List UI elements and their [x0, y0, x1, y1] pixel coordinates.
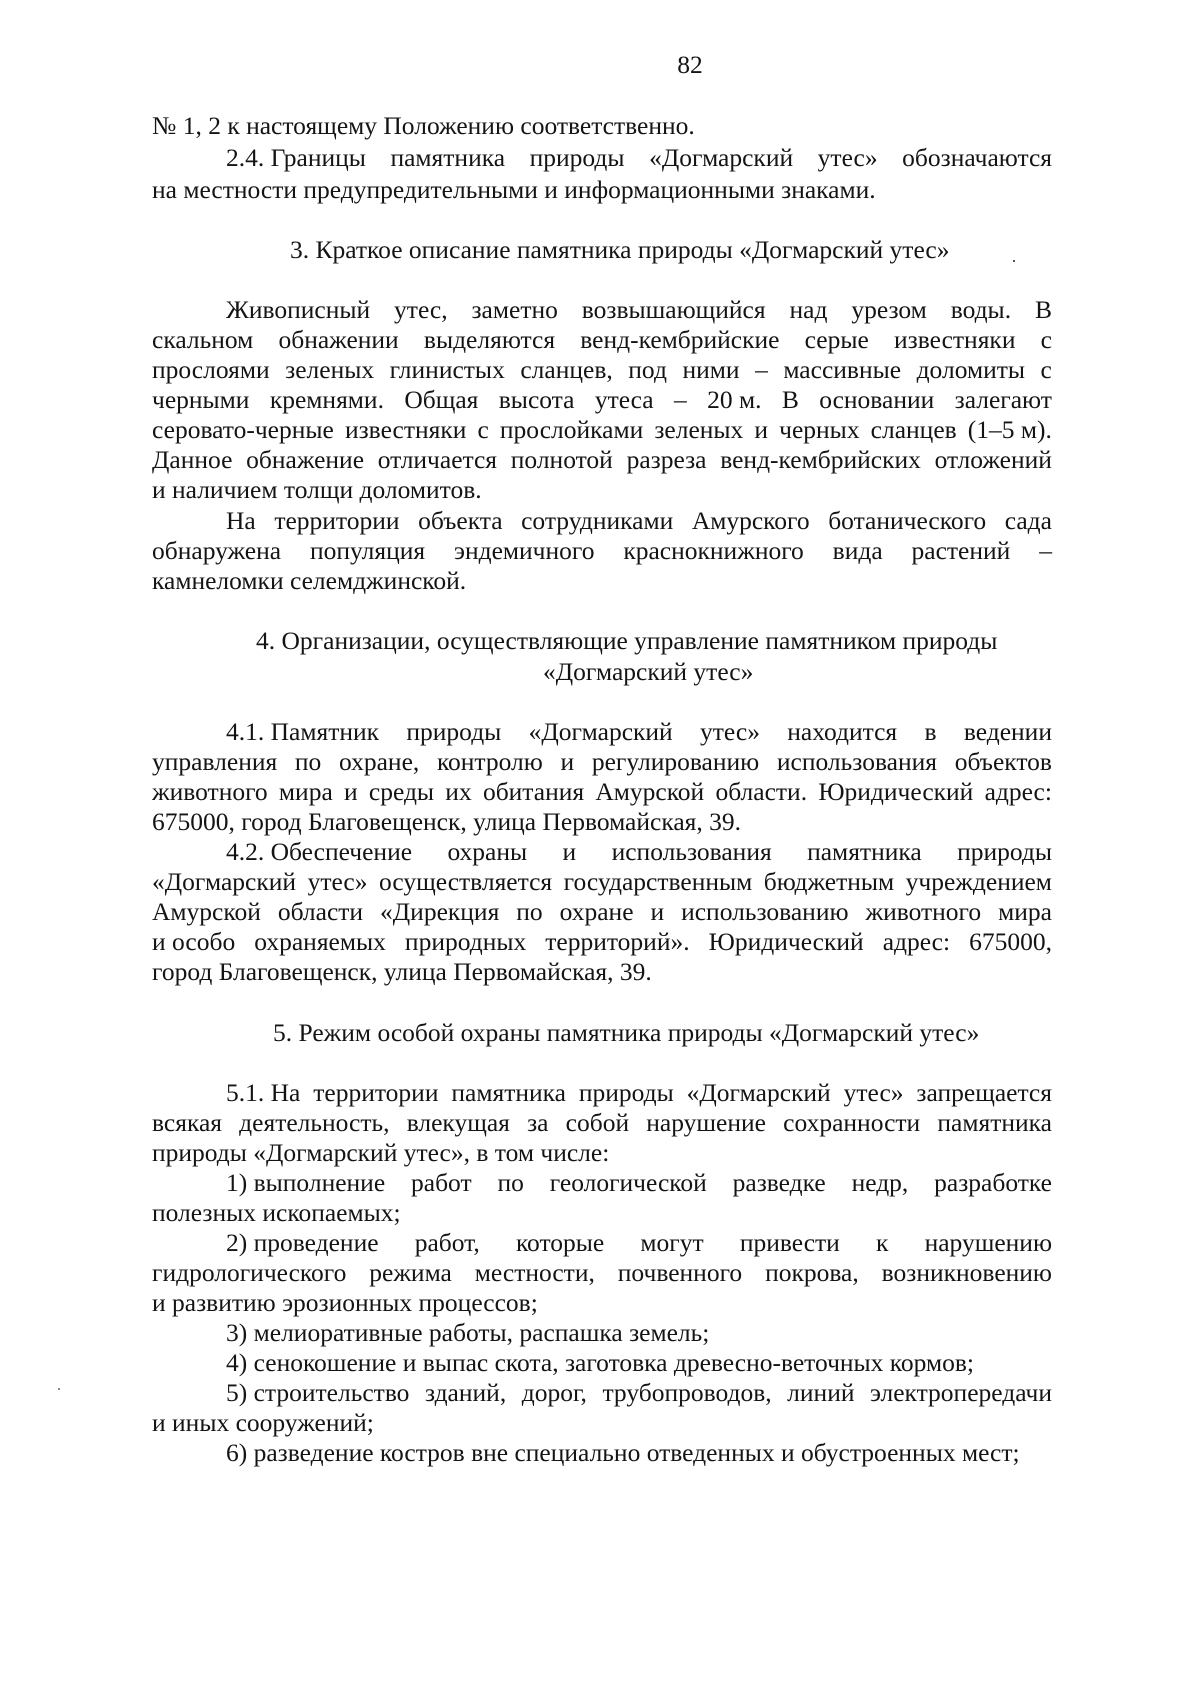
word: Общая — [404, 385, 479, 414]
word: памятника — [390, 143, 506, 172]
word: привести — [739, 1228, 840, 1257]
word: основании — [819, 385, 935, 414]
word: трубопроводов, — [602, 1378, 772, 1407]
word: обозначаются — [902, 143, 1052, 172]
section-3-p1-line-7: и наличием толщи доломитов. — [152, 475, 482, 504]
paragraph-4-1-line-4: 675000, город Благовещенск, улица Первомайская, 39. — [152, 807, 742, 836]
paragraph-2-4-line-2: на местности предупредительными и информационными знаками. — [152, 175, 876, 204]
word: черными — [152, 385, 250, 414]
word: «Дирекция — [380, 897, 500, 926]
list-item-6: 6) разведение костров вне специально отведенных и обустроенных мест; — [226, 1438, 1020, 1467]
word: всякая — [152, 1108, 222, 1137]
scan-speck — [1013, 260, 1015, 262]
word: работ, — [414, 1228, 480, 1257]
word: по — [294, 747, 322, 776]
section-3-p1-line-4 — [152, 384, 1052, 416]
word: «Догмарский — [528, 717, 673, 746]
word: сланцев — [870, 415, 957, 444]
word: животного — [865, 897, 982, 926]
word: Данное — [152, 445, 233, 474]
word: прослоями — [152, 355, 270, 384]
word: природы — [406, 717, 502, 746]
word: 4.2. Обеспечение — [226, 837, 413, 866]
word: почвенного — [617, 1258, 743, 1287]
word: использованию — [681, 897, 849, 926]
word: 1) выполнение — [226, 1168, 386, 1197]
word: и — [562, 837, 577, 866]
word: утеса — [594, 385, 654, 414]
word: ними — [682, 355, 740, 384]
word: нарушение — [646, 1108, 766, 1137]
word: выделяются — [423, 325, 556, 354]
word: утес» — [700, 717, 760, 746]
word: охраны — [447, 837, 528, 866]
word: прослойками — [499, 415, 644, 444]
word: отложений — [934, 445, 1052, 474]
word: урезом — [851, 295, 927, 324]
word: ведении — [963, 717, 1052, 746]
section-3-p1-line-3 — [152, 354, 1052, 386]
word: 20 м. — [707, 385, 762, 414]
paragraph-2-4-line-1 — [226, 142, 1052, 174]
list-item-1-line-1 — [226, 1167, 1052, 1199]
word: по — [497, 1168, 524, 1197]
word: высота — [498, 385, 575, 414]
word: природы — [529, 143, 625, 172]
word: утес, — [394, 295, 448, 324]
word: охране — [559, 897, 634, 926]
paragraph-5-1-line-3: природы «Догмарский утес», в том числе: — [152, 1138, 610, 1167]
word: кремнями. — [269, 385, 384, 414]
word: сотрудниками — [521, 506, 674, 535]
list-item-2-line-1 — [226, 1227, 1052, 1259]
word: Юридический — [708, 927, 864, 956]
section-3-p1-line-1 — [226, 294, 1052, 326]
section-3-p2-line-1 — [226, 505, 1052, 537]
continuation-line: № 1, 2 к настоящему Положению соответственно. — [152, 111, 695, 140]
word: вида — [832, 536, 883, 565]
word: серые — [804, 325, 869, 354]
word: Амурской — [595, 777, 705, 806]
word: использования — [611, 837, 772, 866]
word: объектов — [954, 747, 1052, 776]
scan-speck — [58, 1388, 60, 1390]
word: заметно — [471, 295, 558, 324]
word: под — [628, 355, 667, 384]
word: дорог, — [521, 1378, 587, 1407]
word: массивные — [783, 355, 902, 384]
word: памятника — [451, 1078, 566, 1107]
paragraph-5-1-line-2 — [152, 1107, 1052, 1139]
list-item-5-line-1 — [226, 1377, 1052, 1409]
word: полнотой — [510, 445, 613, 474]
word: недр, — [851, 1168, 909, 1197]
word: воды. — [950, 295, 1012, 324]
word: известняки — [344, 415, 467, 444]
paragraph-4-1-line-2 — [152, 746, 1052, 778]
section-3-p1-line-6 — [152, 444, 1052, 476]
word: утес» — [843, 1078, 904, 1107]
word: мира — [278, 777, 333, 806]
section-3-heading: 3. Краткое описание памятника природы «Догмарский утес» — [290, 235, 950, 264]
word: глинистых — [389, 355, 505, 384]
word: серовато-черные — [152, 415, 334, 444]
word: разреза — [626, 445, 707, 474]
word: разведке — [732, 1168, 826, 1197]
word: режима — [369, 1258, 452, 1287]
paragraph-4-2-line-2 — [152, 866, 1052, 898]
word: венд-кембрийских — [720, 445, 921, 474]
word: территории — [313, 1078, 439, 1107]
section-5-heading: 5. Режим особой охраны памятника природы «Догмарский утес» — [273, 1018, 980, 1047]
word: «Догмарский — [686, 1078, 831, 1107]
word: памятника — [807, 837, 922, 866]
word: адрес: — [984, 777, 1052, 806]
word: находится — [787, 717, 898, 746]
word: 4.1. Памятник — [226, 717, 380, 746]
word: с — [1040, 355, 1052, 384]
word: охране, — [338, 747, 420, 776]
word: 2.4. Границы — [226, 143, 366, 172]
word: обнажении — [278, 325, 399, 354]
word: территорий». — [545, 927, 690, 956]
word: разработке — [934, 1168, 1052, 1197]
paragraph-4-1-line-3 — [152, 776, 1052, 808]
word: влекущая — [406, 1108, 510, 1137]
word: природных — [404, 927, 527, 956]
word: зеленых — [654, 415, 744, 444]
word: в — [924, 717, 937, 746]
word: возвышающийся — [581, 295, 766, 324]
word: территории — [274, 506, 400, 535]
word: местности, — [474, 1258, 595, 1287]
word: учреждением — [905, 867, 1052, 896]
list-item-4: 4) сенокошение и выпас скота, заготовка древесно-веточных кормов; — [226, 1348, 975, 1377]
word: их — [445, 777, 472, 806]
paragraph-4-2-line-5: город Благовещенск, улица Первомайская, 39. — [152, 957, 652, 986]
word: – — [755, 355, 768, 384]
word: среды — [368, 777, 435, 806]
word: утес» — [817, 143, 878, 172]
word: 5) строительство — [226, 1378, 410, 1407]
word: В — [1034, 295, 1052, 324]
word: – — [1039, 536, 1052, 565]
word: 2) проведение — [226, 1228, 379, 1257]
list-item-2-line-3: и развитию эрозионных процессов; — [152, 1288, 538, 1317]
word: области — [277, 897, 364, 926]
word: работ — [411, 1168, 472, 1197]
word: Амурской — [152, 897, 261, 926]
word: к — [876, 1228, 889, 1257]
section-3-p2-line-3: камнеломки селемджинской. — [152, 566, 467, 595]
word: популяция — [309, 536, 426, 565]
word: памятника — [937, 1108, 1052, 1137]
word: регулированию — [591, 747, 760, 776]
word: и особо — [152, 927, 236, 956]
page-number: 82 — [677, 50, 703, 79]
word: доломиты — [916, 355, 1026, 384]
word: обнажение — [246, 445, 365, 474]
word: электропередачи — [870, 1378, 1052, 1407]
word: известняки — [894, 325, 1016, 354]
word: которые — [515, 1228, 605, 1257]
word: Юридический — [818, 777, 974, 806]
word: животного — [152, 777, 268, 806]
word: 675000, — [969, 927, 1052, 956]
word: венд-кембрийские — [580, 325, 780, 354]
word: контролю — [436, 747, 543, 776]
section-3-p2-line-2 — [152, 535, 1052, 567]
word: осуществляется — [378, 867, 553, 896]
word: запрещается — [916, 1078, 1052, 1107]
word: «Догмарский — [152, 867, 297, 896]
paragraph-5-1-line-1 — [226, 1077, 1052, 1109]
word: залегают — [954, 385, 1052, 414]
list-item-3: 3) мелиоративные работы, распашка земель; — [226, 1318, 710, 1347]
word: государственным — [563, 867, 753, 896]
word: использования — [776, 747, 938, 776]
word: возникновению — [881, 1258, 1052, 1287]
section-3-p1-line-2 — [152, 324, 1052, 356]
word: сланцев, — [520, 355, 613, 384]
section-4-heading-line-2: «Догмарский утес» — [543, 657, 754, 686]
word: бюджетным — [763, 867, 895, 896]
word: обитания — [482, 777, 585, 806]
word: утес» — [307, 867, 368, 896]
word: Живописный — [226, 295, 371, 324]
word: краснокнижного — [623, 536, 804, 565]
word: 5.1. На — [226, 1078, 301, 1107]
word: и — [344, 777, 358, 806]
word: над — [789, 295, 828, 324]
list-item-2-line-2 — [152, 1257, 1052, 1289]
word: эндемичного — [454, 536, 595, 565]
section-4-heading-line-1: 4. Организации, осуществляющие управление памятником природы — [256, 626, 998, 655]
word: собой — [565, 1108, 630, 1137]
word: адрес: — [882, 927, 951, 956]
list-item-1-line-2: полезных ископаемых; — [152, 1198, 401, 1227]
word: природы — [578, 1078, 674, 1107]
word: и — [650, 897, 665, 926]
word: скальном — [152, 325, 254, 354]
word: по — [516, 897, 543, 926]
paragraph-4-1-line-1 — [226, 716, 1052, 748]
word: обнаружена — [152, 536, 282, 565]
word: – — [673, 385, 687, 414]
word: охраняемых — [254, 927, 386, 956]
list-item-5-line-2: и иных сооружений; — [152, 1408, 374, 1437]
word: зданий, — [424, 1378, 507, 1407]
word: гидрологического — [152, 1258, 347, 1287]
word: и — [560, 747, 575, 776]
word: объекта — [418, 506, 503, 535]
paragraph-4-2-line-4 — [152, 926, 1052, 958]
word: зеленых — [285, 355, 375, 384]
word: растений — [911, 536, 1011, 565]
word: и — [754, 415, 769, 444]
word: «Догмарский — [649, 143, 794, 172]
word: линий — [787, 1378, 855, 1407]
word: области. — [715, 777, 808, 806]
word: деятельность, — [239, 1108, 390, 1137]
word: ботанического — [828, 506, 987, 535]
word: сохранности — [783, 1108, 921, 1137]
word: мира — [998, 897, 1052, 926]
word: Амурского — [691, 506, 810, 535]
word: черных — [779, 415, 860, 444]
word: нарушению — [924, 1228, 1052, 1257]
word: управления — [152, 747, 278, 776]
word: могут — [640, 1228, 704, 1257]
word: природы — [957, 837, 1052, 866]
paragraph-4-2-line-1 — [226, 836, 1052, 868]
word: На — [226, 506, 256, 535]
section-3-p1-line-5 — [152, 414, 1052, 446]
word: с — [477, 415, 489, 444]
word: за — [527, 1108, 549, 1137]
word: (1–5 м). — [967, 415, 1052, 444]
paragraph-4-2-line-3 — [152, 896, 1052, 928]
word: с — [1040, 325, 1052, 354]
word: геологической — [549, 1168, 707, 1197]
word: сада — [1004, 506, 1052, 535]
word: В — [781, 385, 799, 414]
word: покрова, — [765, 1258, 859, 1287]
word: отличается — [377, 445, 498, 474]
